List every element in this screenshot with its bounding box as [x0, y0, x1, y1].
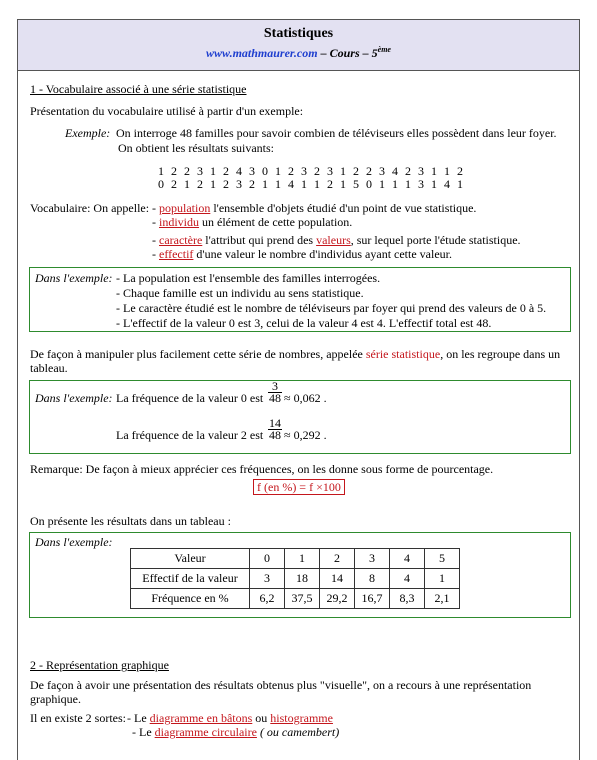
table-cell: 6,2: [250, 589, 285, 609]
freq-value-0: La fréquence de la valeur 0 est: [116, 391, 264, 405]
intro-text: Présentation du vocabulaire utilisé à partir d'un exemple:: [30, 104, 304, 118]
section2-line2: graphique.: [30, 692, 81, 706]
term-population[interactable]: population: [159, 201, 211, 215]
table-intro: On présente les résultats dans un tableau :: [30, 514, 231, 528]
sort-pie-chart: - Le diagramme circulaire ( ou camembert): [132, 725, 340, 739]
table-cell: 8,3: [390, 589, 425, 609]
table-row: [131, 589, 460, 609]
example-line2: On obtient les résultats suivants:: [118, 141, 274, 155]
fraction-3-48: $\frac{3}{48}$: [269, 379, 281, 405]
term-effectif[interactable]: effectif: [159, 247, 194, 261]
box1-line: - L'effectif de la valeur 0 est 3, celui de la valeur 4 est 4. L'effectif total est 48.: [116, 316, 492, 330]
table-cell: Valeur: [131, 549, 250, 569]
table-cell: 29,2: [320, 589, 355, 609]
series-row2: 0 2 1 2 1 2 3 2 1 1 4 1 1 2 1 5 0 1 1 1 3 1 4 1: [158, 177, 463, 191]
table-cell: 8: [355, 569, 390, 589]
term-diagramme-batons[interactable]: diagramme en bâtons: [149, 711, 253, 725]
example-line1: On interroge 48 familles pour savoir combien de téléviseurs elles possèdent dans leur foyer.: [116, 126, 557, 140]
manip-text: De façon à manipuler plus facilement cette série de nombres, appelée série statistique, on les regroupe dans un: [30, 347, 561, 361]
table-row: [131, 569, 460, 589]
percent-formula: f (en %) = f ×100: [253, 479, 345, 495]
vocab-individu: - individu un élément de cette population.: [152, 215, 353, 229]
section2-heading: 2 - Représentation graphique: [30, 658, 169, 672]
table-cell: 3: [250, 569, 285, 589]
table-cell: 2: [320, 549, 355, 569]
site-link[interactable]: www.mathmaurer.com: [206, 46, 318, 60]
vocab-effectif: - effectif d'une valeur le nombre d'individus ayant cette valeur.: [152, 247, 452, 261]
term-individu[interactable]: individu: [159, 215, 200, 229]
table-cell: 1: [425, 569, 460, 589]
box1-line: - Le caractère étudié est le nombre de téléviseurs par foyer qui prend des valeurs de 0 à 5.: [116, 301, 547, 315]
table-cell: 5: [425, 549, 460, 569]
box3-label: Dans l'exemple:: [35, 535, 113, 549]
term-histogramme[interactable]: histogramme: [270, 711, 333, 725]
box1-line: - Chaque famille est un individu au sens statistique.: [116, 286, 364, 300]
term-serie-statistique[interactable]: série statistique: [365, 347, 441, 361]
table-cell: 14: [320, 569, 355, 589]
table-cell: 16,7: [355, 589, 390, 609]
table-cell: 2,1: [425, 589, 460, 609]
page-title: Statistiques: [263, 26, 334, 41]
table-cell: Effectif de la valeur: [131, 569, 250, 589]
manip-text-2: tableau.: [30, 361, 68, 375]
table-cell: Fréquence en %: [131, 589, 250, 609]
table-cell: 1: [285, 549, 320, 569]
table-cell: 18: [285, 569, 320, 589]
box2-label: Dans l'exemple:: [35, 391, 113, 405]
freq-value-2: La fréquence de la valeur 2 est: [116, 428, 264, 442]
term-caractere[interactable]: caractère: [159, 233, 203, 247]
table-cell: 37,5: [285, 589, 320, 609]
freq2-approx: ≈ 0,292 .: [284, 428, 327, 442]
vocab-caractere: - caractère l'attribut qui prend des valeurs, sur lequel porte l'étude statistique.: [152, 233, 521, 247]
sort-bar-chart: - Le diagramme en bâtons ou histogramme: [127, 711, 333, 725]
vocab-label: Vocabulaire: On appelle:: [30, 201, 150, 215]
table-cell: 4: [390, 569, 425, 589]
term-diagramme-circulaire[interactable]: diagramme circulaire: [154, 725, 257, 739]
box1-line: - La population est l'ensemble des familles interrogées.: [116, 271, 381, 285]
term-valeurs[interactable]: valeurs: [316, 233, 351, 247]
series-row1: 1 2 2 3 1 2 4 3 0 1 2 3 2 3 1 2 2 3 4 2 3 1 1 2: [158, 164, 463, 178]
frequency-table: [130, 548, 460, 609]
sorts-label: Il en existe 2 sortes:: [30, 711, 126, 725]
table-header-row: [131, 549, 460, 569]
section2-line1: De façon à avoir une présentation des résultats obtenus plus "visuelle", on a recours à une représentation: [30, 678, 532, 692]
table-cell: 4: [390, 549, 425, 569]
page-header: [18, 20, 579, 71]
table-cell: 3: [355, 549, 390, 569]
remark-text: Remarque: De façon à mieux apprécier ces fréquences, on les donne sous forme de pourcentage.: [30, 462, 494, 476]
page-subtitle: www.mathmaurer.com – Cours – 5ème: [206, 45, 391, 60]
fraction-14-48: $\frac{14}{48}$: [269, 416, 281, 442]
example-label: Exemple:: [65, 126, 111, 140]
table-cell: 0: [250, 549, 285, 569]
box1-label: Dans l'exemple:: [35, 271, 113, 285]
vocab-population: - population l'ensemble d'objets étudié d'un point de vue statistique.: [152, 201, 477, 215]
freq1-approx: ≈ 0,062 .: [284, 391, 327, 405]
section1-heading: 1 - Vocabulaire associé à une série statistique: [30, 82, 247, 96]
